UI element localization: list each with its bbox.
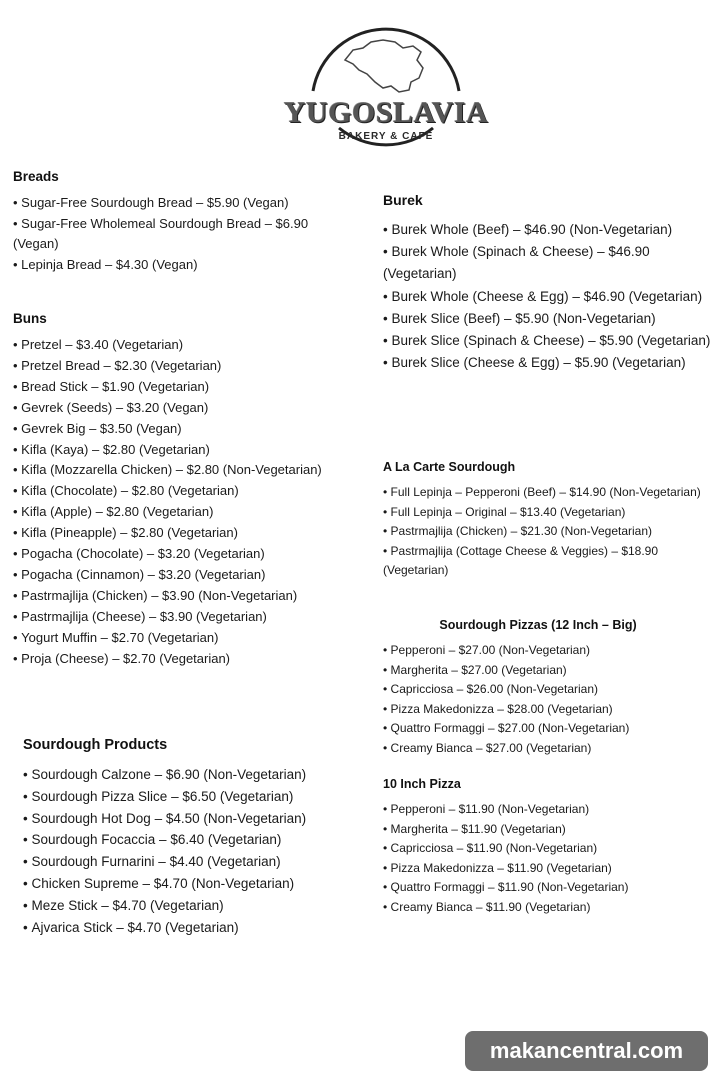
menu-list [383, 483, 703, 581]
watermark-badge: makancentral.com [465, 1031, 708, 1071]
menu-item: • Pretzel Bread – $2.30 (Vegetarian) [13, 356, 338, 377]
menu-item: • Capricciosa – $26.00 (Non-Vegetarian) [383, 680, 703, 700]
menu-item: • Kifla (Chocolate) – $2.80 (Vegetarian) [13, 481, 338, 502]
section-burek [383, 192, 718, 374]
menu-item: • Creamy Bianca – $11.90 (Vegetarian) [383, 898, 703, 918]
brand-logo [283, 20, 489, 170]
menu-list [13, 335, 338, 670]
map-outline-icon [283, 20, 489, 170]
menu-item: • Burek Slice (Beef) – $5.90 (Non-Vegetarian) [383, 308, 718, 330]
menu-item: • Full Lepinja – Pepperoni (Beef) – $14.90 (Non-Vegetarian) [383, 483, 703, 503]
menu-item: • Full Lepinja – Original – $13.40 (Vegetarian) [383, 503, 703, 523]
section-heading: 10 Inch Pizza [383, 777, 461, 791]
menu-list [23, 764, 343, 938]
menu-item: • Pastrmajlija (Chicken) – $21.30 (Non-Vegetarian) [383, 522, 703, 542]
menu-item: • Kifla (Kaya) – $2.80 (Vegetarian) [13, 440, 338, 461]
menu-item: • Pastrmajlija (Chicken) – $3.90 (Non-Vegetarian) [13, 586, 338, 607]
menu-item: • Meze Stick – $4.70 (Vegetarian) [23, 895, 343, 917]
menu-item: • Kifla (Apple) – $2.80 (Vegetarian) [13, 502, 338, 523]
menu-item: • Quattro Formaggi – $27.00 (Non-Vegetarian) [383, 719, 703, 739]
menu-item: • Burek Whole (Spinach & Cheese) – $46.90 (Vegetarian) [383, 241, 718, 285]
menu-item: • Pastrmajlija (Cottage Cheese & Veggies) – $18.90 (Vegetarian) [383, 542, 703, 581]
menu-item: • Burek Whole (Beef) – $46.90 (Non-Vegetarian) [383, 219, 718, 241]
menu-item: • Capricciosa – $11.90 (Non-Vegetarian) [383, 839, 703, 859]
menu-item: • Pepperoni – $27.00 (Non-Vegetarian) [383, 641, 703, 661]
menu-item: • Pogacha (Cinnamon) – $3.20 (Vegetarian) [13, 565, 338, 586]
menu-item: • Pastrmajlija (Cheese) – $3.90 (Vegetarian) [13, 607, 338, 628]
menu-item: • Yogurt Muffin – $2.70 (Vegetarian) [13, 628, 338, 649]
menu-item: • Sugar-Free Sourdough Bread – $5.90 (Vegan) [13, 193, 338, 214]
menu-item: • Gevrek (Seeds) – $3.20 (Vegan) [13, 398, 338, 419]
menu-item: • Kifla (Mozzarella Chicken) – $2.80 (Non-Vegetarian) [13, 460, 338, 481]
section-heading: Buns [13, 311, 47, 326]
menu-item: • Sourdough Furnarini – $4.40 (Vegetarian) [23, 851, 343, 873]
menu-item: • Sourdough Hot Dog – $4.50 (Non-Vegetarian) [23, 808, 343, 830]
section-heading: Sourdough Products [23, 737, 168, 753]
menu-item: • Pogacha (Chocolate) – $3.20 (Vegetarian) [13, 544, 338, 565]
section-sourdough-products [23, 737, 343, 938]
menu-list [383, 800, 703, 918]
menu-item: • Chicken Supreme – $4.70 (Non-Vegetarian) [23, 873, 343, 895]
menu-item: • Bread Stick – $1.90 (Vegetarian) [13, 377, 338, 398]
section-sourdough-pizzas [383, 618, 703, 758]
menu-item: • Margherita – $11.90 (Vegetarian) [383, 820, 703, 840]
section-breads [13, 169, 338, 275]
section-buns [13, 311, 338, 670]
menu-item: • Pepperoni – $11.90 (Non-Vegetarian) [383, 800, 703, 820]
menu-item: • Quattro Formaggi – $11.90 (Non-Vegetarian) [383, 878, 703, 898]
menu-item: • Sourdough Calzone – $6.90 (Non-Vegetarian) [23, 764, 343, 786]
menu-item: • Burek Slice (Spinach & Cheese) – $5.90 (Vegetarian) [383, 330, 718, 352]
menu-item: • Sourdough Pizza Slice – $6.50 (Vegetarian) [23, 786, 343, 808]
menu-item: • Proja (Cheese) – $2.70 (Vegetarian) [13, 649, 338, 670]
menu-list [383, 219, 718, 374]
section-a-la-carte-sourdough [383, 460, 703, 581]
section-heading: Sourdough Pizzas (12 Inch – Big) [439, 618, 637, 632]
menu-list [383, 641, 703, 758]
menu-item: • Creamy Bianca – $27.00 (Vegetarian) [383, 739, 703, 759]
menu-item: • Burek Slice (Cheese & Egg) – $5.90 (Vegetarian) [383, 352, 718, 374]
menu-item: • Burek Whole (Cheese & Egg) – $46.90 (Vegetarian) [383, 286, 718, 308]
menu-list [13, 193, 338, 275]
section-heading: A La Carte Sourdough [383, 460, 516, 474]
menu-item: • Sourdough Focaccia – $6.40 (Vegetarian) [23, 829, 343, 851]
section-heading: Breads [13, 169, 59, 184]
section-10-inch-pizza [383, 777, 703, 918]
section-heading: Burek [383, 192, 423, 208]
menu-item: • Sugar-Free Wholemeal Sourdough Bread – $6.90 (Vegan) [13, 214, 338, 255]
menu-item: • Gevrek Big – $3.50 (Vegan) [13, 419, 338, 440]
menu-item: • Margherita – $27.00 (Vegetarian) [383, 661, 703, 681]
menu-item: • Pizza Makedonizza – $28.00 (Vegetarian) [383, 700, 703, 720]
menu-item: • Ajvarica Stick – $4.70 (Vegetarian) [23, 917, 343, 939]
brand-name: YUGOSLAVIA [283, 96, 489, 129]
menu-item: • Kifla (Pineapple) – $2.80 (Vegetarian) [13, 523, 338, 544]
menu-item: • Lepinja Bread – $4.30 (Vegan) [13, 255, 338, 276]
brand-subtitle: BAKERY & CAFE [338, 131, 434, 142]
menu-item: • Pizza Makedonizza – $11.90 (Vegetarian) [383, 859, 703, 879]
menu-item: • Pretzel – $3.40 (Vegetarian) [13, 335, 338, 356]
